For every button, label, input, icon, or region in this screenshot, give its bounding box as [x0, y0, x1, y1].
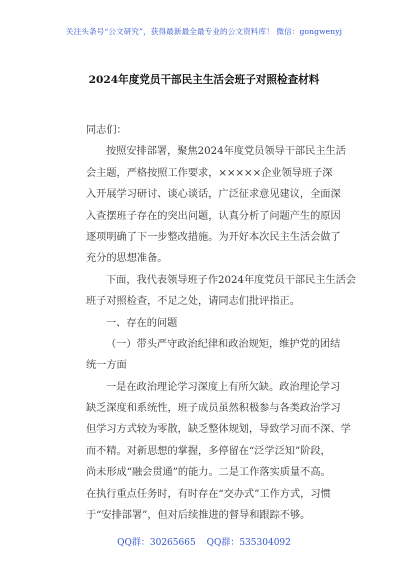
document-body — [86, 120, 357, 526]
paragraph-line: 会主题，严格按照工作要求，×××××企业领导班子深 — [86, 167, 333, 179]
paragraph-line: 而不精。对新思想的掌握，多停留在“泛学泛知”阶段， — [86, 445, 331, 457]
paragraph-line: 逐项明确了下一步整改措施。为开好本次民主生活会做了 — [86, 231, 341, 243]
paragraph-line: 一是在政治理论学习深度上有所欠缺。政治理论学习 — [106, 381, 341, 393]
footer-qq-groups — [0, 535, 408, 548]
qq-group-2: QQ群：535304092 — [206, 538, 291, 548]
subsection-heading: 统一方面 — [86, 360, 127, 372]
document-title: 2024年度党员干部民主生活会班子对照检查材料 — [88, 74, 320, 86]
qq-group-1: QQ群：30265665 — [117, 538, 196, 548]
header-promo-note: 关注头条号“公文研究”，获得最新最全最专业的公文资料库！ 微信：gongwenyj — [65, 27, 343, 36]
paragraph-line: 入查摆班子存在的突出问题，认真分析了问题产生的原因 — [86, 210, 341, 222]
paragraph-line: 尚未形成“融会贯通”的能力。二是工作落实质量不高。 — [86, 467, 331, 479]
paragraph-line: 于“安排部署”，但对后续推进的督导和跟踪不够。 — [86, 510, 311, 522]
subsection-heading: （一）带头严守政治纪律和政治规矩，维护党的团结 — [106, 338, 341, 350]
paragraph-line: 班子对照检查，不足之处，请同志们批评指正。 — [86, 296, 300, 308]
paragraph-line: 充分的思想准备。 — [86, 253, 168, 265]
paragraph-line: 下面，我代表领导班子作2024年度党员干部民主生活会 — [106, 274, 357, 286]
paragraph-line: 在执行重点任务时，有时存在“交办式”工作方式，习惯 — [86, 488, 331, 500]
paragraph-line: 按照安排部署，聚焦2024年度党员领导干部民主生活 — [106, 146, 346, 158]
paragraph-line: 入开展学习研讨、谈心谈话，广泛征求意见建议，全面深 — [86, 189, 341, 201]
paragraph-line: 缺乏深度和系统性，班子成员虽然积极参与各类政治学习 — [86, 403, 341, 415]
section-heading: 一、存在的问题 — [106, 317, 178, 329]
paragraph-line: 但学习方式较为零散，缺乏整体规划，导致学习而不深、学 — [86, 424, 351, 436]
salutation: 同志们： — [86, 125, 127, 136]
